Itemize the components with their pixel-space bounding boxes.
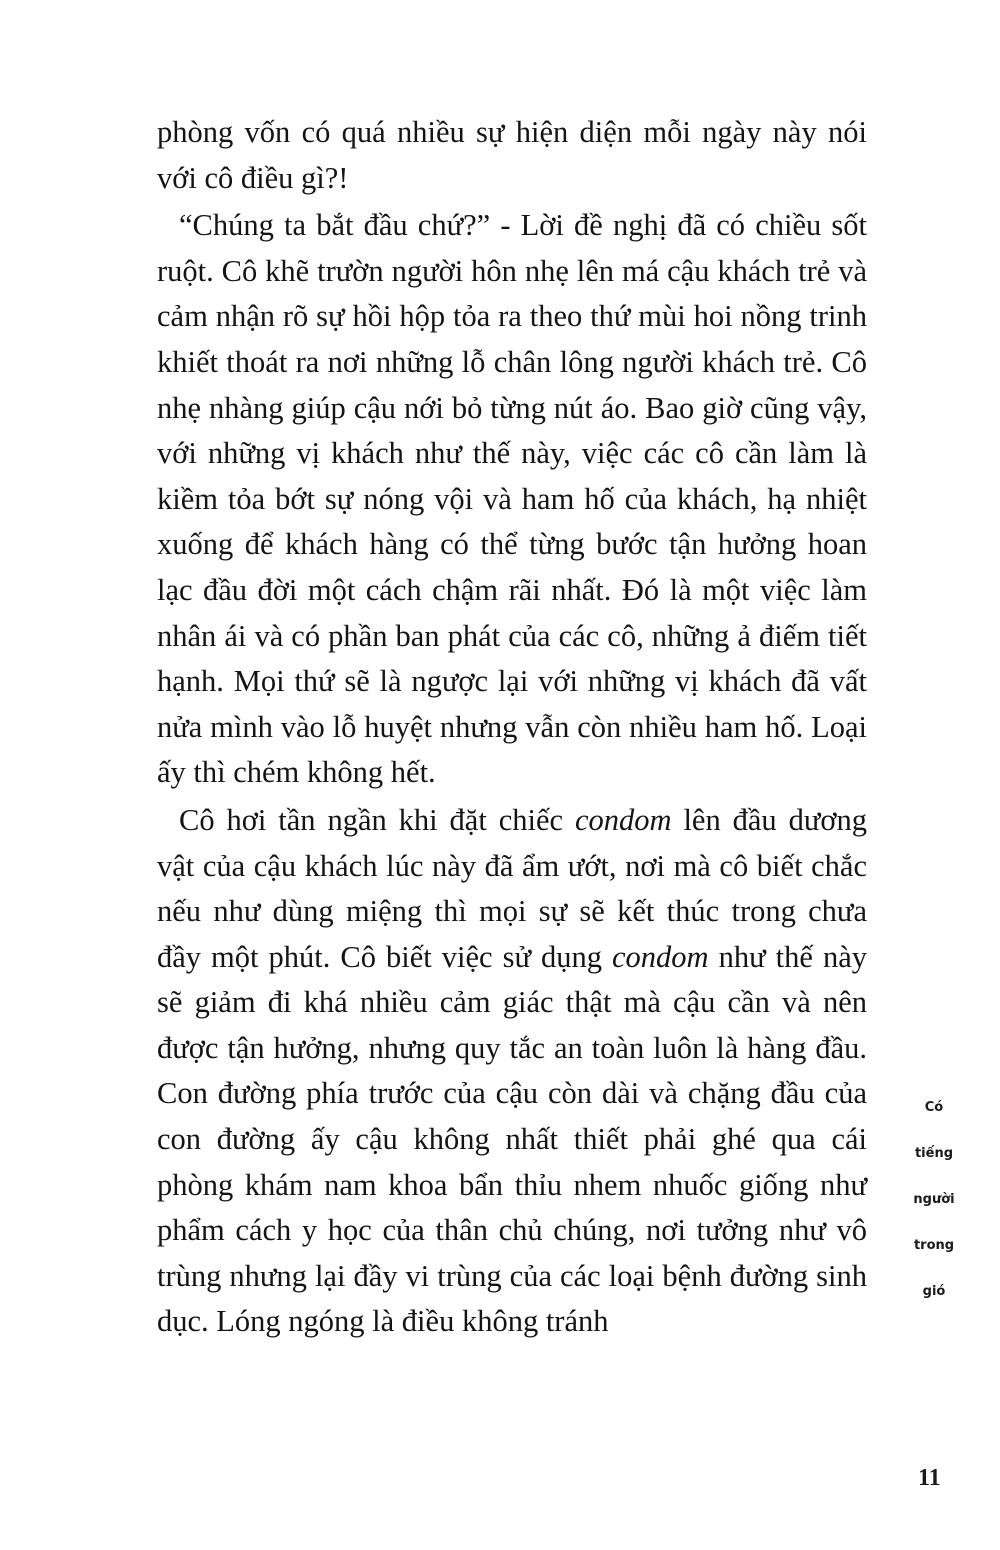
- paragraph-2: “Chúng ta bắt đầu chứ?” - Lời đề nghị đã có chiều sốt ruột. Cô khẽ trườn người hôn nhẹ lên má cậu khách trẻ và cảm nhận rõ sự hồi hộp tỏa ra theo thứ mùi hoi nồng trinh khiết thoát ra nơi những lỗ chân lông người khách trẻ. Cô nhẹ nhàng giúp cậu nới bỏ từng nút áo. Bao giờ cũng vậy, với những vị khách như thế này, việc các cô cần làm là kiềm tỏa bớt sự nóng vội và ham hố của khách, hạ nhiệt xuống để khách hàng có thể từng bước tận hưởng hoan lạc đầu đời một cách chậm rãi nhất. Đó là một việc làm nhân ái và có phần ban phát của các cô, những ả điếm tiết hạnh. Mọi thứ sẽ là ngược lại với những vị khách đã vất nửa mình vào lỗ huyệt nhưng vẫn còn nhiều ham hố. Loại ấy thì chém không hết.: [157, 208, 867, 790]
- page-number: 11: [918, 1465, 941, 1491]
- side-title-word-3: người: [913, 1192, 955, 1207]
- paragraph-1: phòng vốn có quá nhiều sự hiện diện mỗi ngày này nói với cô điều gì?!: [157, 115, 867, 195]
- side-title-word-2: tiếng: [914, 1146, 954, 1161]
- side-title-word-5: gió: [922, 1284, 946, 1299]
- italic-word-condom-2: condom: [612, 939, 709, 974]
- paragraph-3: [157, 798, 867, 1345]
- side-title-word-4: trong: [913, 1238, 955, 1253]
- body-text: [157, 110, 867, 1345]
- running-book-title: [900, 1085, 968, 1315]
- italic-word-condom-1: condom: [574, 802, 672, 837]
- side-title-word-1: Có: [924, 1100, 944, 1115]
- paragraph-3-text-a: Cô hơi tần ngần khi đặt chiếc: [179, 802, 575, 837]
- paragraph-3-text-c: như thế này sẽ giảm đi khá nhiều cảm giác thật mà cậu cần và nên được tận hưởng, nhưng quy tắc an toàn luôn là hàng đầu. Con đường phía trước của cậu còn dài và chặng đầu của con đường ấy cậu không nhất thiết phải ghé qua cái phòng khám nam khoa bẩn thỉu nhem nhuốc giống như phẩm cách y học của thân chủ chúng, nơi tưởng như vô trùng nhưng lại đầy vi trùng của các loại bệnh đường sinh dục. Lóng ngóng là điều không tránh: [157, 939, 867, 1339]
- paragraph-3-text-b: lên đầu dương vật của cậu khách lúc này đã ẩm ướt, nơi mà cô biết chắc nếu như dùng miệng thì mọi sự sẽ kết thúc trong chưa đầy một phút. Cô biết việc sử dụng: [157, 802, 867, 974]
